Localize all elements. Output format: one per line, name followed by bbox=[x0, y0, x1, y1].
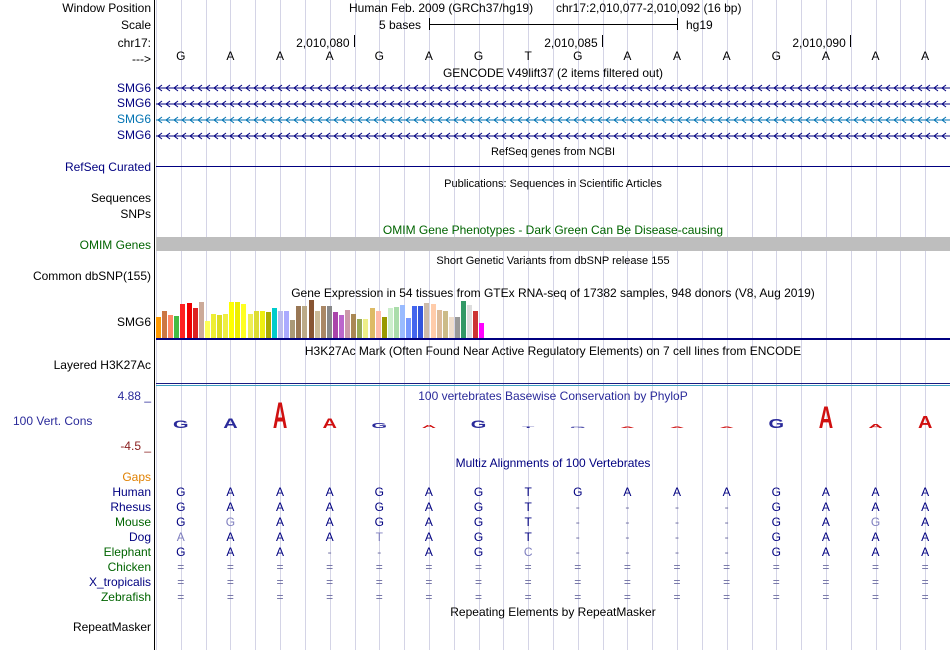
base-letter: A bbox=[276, 49, 285, 63]
alignment-base: - bbox=[575, 500, 580, 514]
species-label[interactable]: Chicken bbox=[107, 560, 151, 574]
phylop-letter: G bbox=[173, 418, 189, 431]
alignment-base: G bbox=[473, 545, 484, 559]
gtex-tissue-bar[interactable] bbox=[290, 320, 295, 338]
label-refseq-curated[interactable]: RefSeq Curated bbox=[64, 160, 151, 174]
alignment-base: A bbox=[821, 545, 830, 559]
refseq-track-title[interactable]: RefSeq genes from NCBI bbox=[490, 146, 616, 158]
alignment-base: = bbox=[673, 560, 681, 574]
ruler-tick-mark bbox=[850, 35, 851, 47]
alignment-base: = bbox=[921, 575, 929, 589]
gtex-tissue-bar[interactable] bbox=[302, 306, 307, 338]
gtex-tissue-bar[interactable] bbox=[400, 305, 405, 338]
alignment-base: - bbox=[625, 515, 630, 529]
gtex-tissue-bar[interactable] bbox=[333, 312, 338, 338]
alignment-base: G bbox=[473, 485, 484, 499]
h3k27ac-line-2 bbox=[156, 385, 950, 386]
gtex-tissue-bar[interactable] bbox=[248, 314, 253, 338]
ruler-tick-label: 2,010,090 bbox=[792, 36, 846, 50]
alignment-base: T bbox=[524, 530, 532, 544]
base-letter: A bbox=[424, 49, 433, 63]
base-letter: G bbox=[573, 49, 583, 63]
species-label[interactable]: Zebrafish bbox=[100, 590, 151, 604]
gtex-tissue-bar[interactable] bbox=[327, 306, 332, 338]
alignment-base: A bbox=[921, 485, 930, 499]
gtex-tissue-bar[interactable] bbox=[394, 307, 399, 338]
alignment-base: A bbox=[276, 545, 285, 559]
alignment-base: A bbox=[226, 485, 235, 499]
phylop-letter: G bbox=[470, 418, 487, 431]
phylop-letter: A bbox=[719, 426, 734, 429]
phylop-letter: A bbox=[272, 400, 288, 437]
gtex-tissue-bar[interactable] bbox=[382, 317, 387, 338]
alignment-base: G bbox=[473, 515, 484, 529]
label-gaps[interactable]: Gaps bbox=[122, 470, 151, 484]
label-smg6-3[interactable]: SMG6 bbox=[116, 112, 151, 126]
phylop-track-title[interactable]: 100 vertebrates Basewise Conservation by PhyloP bbox=[418, 389, 688, 403]
alignment-base: - bbox=[377, 545, 382, 559]
alignment-base: A bbox=[821, 515, 830, 529]
scale-bar-line bbox=[429, 24, 677, 25]
alignment-base: G bbox=[473, 500, 484, 514]
base-letter: A bbox=[921, 49, 930, 63]
gtex-tissue-bar[interactable] bbox=[229, 302, 234, 338]
alignment-base: G bbox=[176, 500, 186, 514]
alignment-base: A bbox=[325, 500, 334, 514]
alignment-base: A bbox=[871, 530, 880, 544]
gtex-tissue-bar[interactable] bbox=[418, 306, 423, 338]
label-smg6-1[interactable]: SMG6 bbox=[116, 81, 151, 95]
alignment-base: - bbox=[675, 530, 680, 544]
gtex-tissue-bar[interactable] bbox=[174, 316, 179, 338]
alignment-base: - bbox=[724, 530, 729, 544]
alignment-base: G bbox=[374, 515, 384, 529]
gtex-tissue-bar[interactable] bbox=[254, 311, 259, 338]
species-label[interactable]: Elephant bbox=[103, 545, 151, 559]
alignment-base: G bbox=[225, 515, 236, 529]
label-smg6-2[interactable]: SMG6 bbox=[116, 96, 151, 110]
alignment-base: - bbox=[625, 500, 630, 514]
gtex-baseline bbox=[156, 338, 950, 340]
species-label[interactable]: Dog bbox=[128, 530, 151, 544]
base-letter: A bbox=[821, 49, 830, 63]
alignment-base: A bbox=[226, 500, 235, 514]
gtex-tissue-bar[interactable] bbox=[455, 317, 460, 338]
alignment-base: A bbox=[325, 515, 334, 529]
alignment-base: A bbox=[276, 530, 285, 544]
alignment-base: A bbox=[424, 500, 433, 514]
alignment-base: - bbox=[575, 530, 580, 544]
gtex-tissue-bar[interactable] bbox=[424, 303, 429, 338]
gtex-tissue-bar[interactable] bbox=[449, 317, 454, 338]
scale-db-label: hg19 bbox=[686, 18, 713, 32]
gtex-tissue-bar[interactable] bbox=[187, 303, 192, 338]
gtex-tissue-bar[interactable] bbox=[443, 311, 448, 338]
alignment-base: G bbox=[771, 485, 781, 499]
alignment-base: A bbox=[226, 530, 235, 544]
publications-track-title[interactable]: Publications: Sequences in Scientific Articles bbox=[444, 178, 662, 190]
alignment-base: = bbox=[822, 560, 830, 574]
gtex-tissue-bar[interactable] bbox=[205, 321, 210, 338]
alignment-base: - bbox=[575, 515, 580, 529]
alignment-base: = bbox=[623, 560, 631, 574]
phylop-letter: A bbox=[322, 414, 337, 432]
alignment-base: = bbox=[574, 560, 582, 574]
label-phylop-max: 4.88 _ bbox=[117, 389, 151, 403]
phylop-letter: A bbox=[669, 426, 685, 429]
gtex-tissue-bar[interactable] bbox=[345, 310, 350, 339]
gtex-tissue-bar[interactable] bbox=[266, 312, 271, 338]
alignment-base: = bbox=[276, 560, 284, 574]
alignment-base: A bbox=[325, 530, 334, 544]
alignment-base: = bbox=[872, 575, 880, 589]
alignment-base: A bbox=[821, 485, 830, 499]
alignment-base: A bbox=[921, 515, 930, 529]
scale-bar-text: 5 bases bbox=[379, 18, 422, 32]
alignment-base: = bbox=[822, 575, 830, 589]
gtex-tissue-bar[interactable] bbox=[473, 311, 478, 338]
alignment-base: = bbox=[425, 590, 433, 604]
gtex-tissue-bar[interactable] bbox=[339, 315, 344, 338]
base-letter: A bbox=[871, 49, 880, 63]
alignment-base: A bbox=[424, 485, 433, 499]
alignment-base: = bbox=[574, 575, 582, 589]
gtex-tissue-bar[interactable] bbox=[156, 317, 161, 338]
phylop-letter: A bbox=[868, 423, 883, 430]
alignment-base: = bbox=[326, 560, 334, 574]
gtex-tissue-bar[interactable] bbox=[284, 311, 289, 338]
scale-bar-right-tick bbox=[677, 18, 678, 30]
alignment-base: A bbox=[722, 485, 731, 499]
gtex-tissue-bar[interactable] bbox=[278, 311, 283, 338]
gtex-tissue-bar[interactable] bbox=[217, 315, 222, 338]
alignment-base: - bbox=[675, 545, 680, 559]
base-letter: A bbox=[722, 49, 731, 63]
alignment-base: = bbox=[673, 590, 681, 604]
phylop-letter: A bbox=[818, 400, 834, 436]
alignment-base: = bbox=[425, 560, 433, 574]
gtex-tissue-bar[interactable] bbox=[211, 314, 216, 338]
alignment-base: G bbox=[573, 485, 583, 499]
alignment-base: G bbox=[374, 500, 384, 514]
alignment-base: T bbox=[524, 515, 532, 529]
alignment-base: A bbox=[325, 485, 334, 499]
gtex-tissue-bar[interactable] bbox=[180, 304, 185, 338]
alignment-base: - bbox=[575, 545, 580, 559]
gtex-tissue-bar[interactable] bbox=[168, 315, 173, 338]
gtex-tissue-bar[interactable] bbox=[461, 301, 466, 338]
alignment-base: G bbox=[176, 515, 186, 529]
gtex-tissue-bar[interactable] bbox=[388, 308, 393, 338]
alignment-base: G bbox=[771, 545, 781, 559]
alignment-base: = bbox=[921, 560, 929, 574]
gtex-tissue-bar[interactable] bbox=[467, 305, 472, 338]
alignment-base: = bbox=[177, 590, 185, 604]
gtex-tissue-bar[interactable] bbox=[412, 306, 417, 338]
phylop-letter: A bbox=[223, 414, 238, 432]
label-omim-genes[interactable]: OMIM Genes bbox=[79, 238, 151, 252]
base-letter: G bbox=[374, 49, 384, 63]
track-labels bbox=[0, 0, 155, 650]
label-100-vert-cons[interactable]: 100 Vert. Cons bbox=[13, 414, 93, 428]
alignment-base: - bbox=[724, 500, 729, 514]
base-letter: A bbox=[623, 49, 632, 63]
alignment-base: = bbox=[375, 560, 383, 574]
alignment-base: A bbox=[424, 530, 433, 544]
base-letter: G bbox=[771, 49, 781, 63]
alignment-base: = bbox=[872, 560, 880, 574]
alignment-base: G bbox=[374, 485, 384, 499]
gtex-tissue-bar[interactable] bbox=[296, 306, 301, 338]
alignment-base: - bbox=[675, 500, 680, 514]
label-layered-h3k27ac[interactable]: Layered H3K27Ac bbox=[53, 358, 151, 372]
alignment-base: A bbox=[871, 545, 880, 559]
alignment-base: A bbox=[821, 530, 830, 544]
gtex-track-title[interactable]: Gene Expression in 54 tissues from GTEx RNA-seq of 17382 samples, 948 donors (V8, Aug 2019) bbox=[291, 286, 815, 300]
alignment-base: = bbox=[623, 575, 631, 589]
alignment-base: A bbox=[623, 485, 632, 499]
gtex-tissue-bar[interactable] bbox=[370, 308, 375, 338]
label-chrom[interactable]: chr17: bbox=[117, 36, 151, 50]
alignment-base: - bbox=[724, 515, 729, 529]
alignment-base: A bbox=[226, 545, 235, 559]
gtex-tissue-bar[interactable] bbox=[357, 319, 362, 338]
alignment-base: = bbox=[524, 575, 532, 589]
label-arrow: ---> bbox=[132, 52, 151, 66]
phylop-letter: G bbox=[768, 416, 785, 432]
omim-gene-bar[interactable] bbox=[156, 237, 950, 251]
label-smg6-4[interactable]: SMG6 bbox=[116, 128, 151, 142]
gtex-tissue-bar[interactable] bbox=[260, 311, 265, 338]
species-label[interactable]: Human bbox=[112, 485, 151, 499]
alignment-base: A bbox=[276, 515, 285, 529]
alignment-base: G bbox=[771, 500, 781, 514]
gtex-tissue-bar[interactable] bbox=[223, 314, 228, 338]
gtex-tissue-bar[interactable] bbox=[431, 304, 436, 338]
alignment-base: = bbox=[723, 590, 731, 604]
alignment-base: G bbox=[771, 530, 781, 544]
alignment-base: - bbox=[625, 530, 630, 544]
alignment-base: - bbox=[724, 545, 729, 559]
label-scale[interactable]: Scale bbox=[120, 18, 151, 32]
alignment-base: A bbox=[921, 530, 930, 544]
label-snps[interactable]: SNPs bbox=[120, 207, 151, 221]
alignment-base: = bbox=[177, 560, 185, 574]
alignment-base: G bbox=[771, 515, 781, 529]
alignment-base: G bbox=[176, 545, 186, 559]
alignment-base: A bbox=[673, 485, 682, 499]
alignment-base: = bbox=[375, 575, 383, 589]
gtex-tissue-bar[interactable] bbox=[272, 308, 277, 338]
repeatmasker-track-title[interactable]: Repeating Elements by RepeatMasker bbox=[450, 605, 656, 619]
alignment-base: = bbox=[475, 590, 483, 604]
dbsnp-track-title[interactable]: Short Genetic Variants from dbSNP release 155 bbox=[436, 255, 670, 267]
alignment-base: T bbox=[524, 485, 532, 499]
alignment-base: A bbox=[871, 485, 880, 499]
phylop-base-logo[interactable] bbox=[156, 400, 950, 440]
alignment-base: = bbox=[375, 590, 383, 604]
alignment-base: = bbox=[574, 590, 582, 604]
gtex-tissue-bar[interactable] bbox=[235, 302, 240, 338]
gtex-tissue-bar[interactable] bbox=[437, 310, 442, 339]
alignment-base: = bbox=[772, 575, 780, 589]
alignment-base: G bbox=[473, 530, 484, 544]
alignment-base: = bbox=[723, 575, 731, 589]
phylop-letter: A bbox=[620, 426, 635, 429]
alignment-base: = bbox=[226, 560, 234, 574]
alignment-base: = bbox=[822, 590, 830, 604]
alignment-base: A bbox=[921, 545, 930, 559]
base-letter: G bbox=[176, 49, 186, 63]
gtex-tissue-bar[interactable] bbox=[199, 302, 204, 338]
gtex-tissue-bar[interactable] bbox=[315, 311, 320, 338]
alignment-base: = bbox=[475, 575, 483, 589]
alignment-base: = bbox=[524, 560, 532, 574]
label-sequences[interactable]: Sequences bbox=[90, 191, 151, 205]
alignment-base: A bbox=[821, 500, 830, 514]
omim-track-title[interactable]: OMIM Gene Phenotypes - Dark Green Can Be Disease-causing bbox=[382, 223, 724, 237]
alignment-base: = bbox=[326, 590, 334, 604]
gtex-tissue-bar[interactable] bbox=[479, 323, 484, 338]
gtex-tissue-bar[interactable] bbox=[406, 318, 411, 338]
ruler-tick-mark bbox=[602, 35, 603, 47]
phylop-letter: G bbox=[570, 426, 586, 429]
position-label: chr17:2,010,077-2,010,092 (16 bp) bbox=[556, 1, 742, 15]
base-letter: A bbox=[673, 49, 682, 63]
alignment-base: = bbox=[276, 590, 284, 604]
gtex-expression-bars[interactable] bbox=[156, 300, 950, 338]
gtex-tissue-bar[interactable] bbox=[351, 314, 356, 338]
alignment-base: = bbox=[921, 590, 929, 604]
alignment-base: = bbox=[226, 575, 234, 589]
ruler-tick-label: 2,010,085 bbox=[544, 36, 598, 50]
gtex-tissue-bar[interactable] bbox=[321, 306, 326, 338]
alignment-base: A bbox=[871, 500, 880, 514]
alignment-base: T bbox=[524, 500, 532, 514]
alignment-base: = bbox=[425, 575, 433, 589]
base-letter: T bbox=[524, 49, 532, 63]
h3k27ac-line-1 bbox=[156, 383, 950, 384]
h3k27ac-track-title[interactable]: H3K27Ac Mark (Often Found Near Active Regulatory Elements) on 7 cell lines from ENCODE bbox=[304, 344, 802, 358]
gencode-gene-models[interactable] bbox=[156, 80, 950, 144]
species-label[interactable]: X_tropicalis bbox=[88, 575, 151, 589]
alignment-base: = bbox=[673, 575, 681, 589]
alignment-base: = bbox=[226, 590, 234, 604]
refseq-gene-line[interactable] bbox=[156, 166, 950, 167]
alignment-base: G bbox=[870, 515, 881, 529]
label-gtex-smg6[interactable]: SMG6 bbox=[116, 315, 151, 329]
phylop-letter: G bbox=[371, 421, 388, 430]
gtex-tissue-bar[interactable] bbox=[309, 300, 314, 338]
multiz-track-title[interactable]: Multiz Alignments of 100 Vertebrates bbox=[455, 456, 651, 470]
base-letter: G bbox=[473, 49, 484, 63]
alignment-base: A bbox=[424, 545, 433, 559]
gtex-tissue-bar[interactable] bbox=[241, 304, 246, 338]
alignment-base: A bbox=[424, 515, 433, 529]
alignment-base: = bbox=[772, 560, 780, 574]
gtex-tissue-bar[interactable] bbox=[376, 311, 381, 338]
label-common-dbsnp[interactable]: Common dbSNP(155) bbox=[32, 269, 151, 283]
alignment-base: T bbox=[375, 530, 383, 544]
track-image[interactable] bbox=[156, 0, 950, 650]
ruler-tick-mark bbox=[354, 35, 355, 47]
alignment-base: A bbox=[921, 500, 930, 514]
alignment-base: = bbox=[326, 575, 334, 589]
alignment-base: - bbox=[675, 515, 680, 529]
gencode-track-title[interactable]: GENCODE V49lift37 (2 items filtered out) bbox=[442, 66, 664, 80]
alignment-base: A bbox=[276, 500, 285, 514]
label-repeatmasker[interactable]: RepeatMasker bbox=[72, 620, 151, 634]
gtex-tissue-bar[interactable] bbox=[363, 319, 368, 338]
gtex-tissue-bar[interactable] bbox=[193, 308, 198, 338]
alignment-base: G bbox=[176, 485, 186, 499]
alignment-base: - bbox=[327, 545, 332, 559]
label-phylop-min: -4.5 _ bbox=[120, 439, 151, 453]
alignment-base: = bbox=[177, 575, 185, 589]
ruler-tick-label: 2,010,080 bbox=[296, 36, 350, 50]
alignment-base: A bbox=[176, 530, 185, 544]
base-letter: A bbox=[325, 49, 334, 63]
phylop-letter: A bbox=[917, 412, 933, 432]
phylop-letter: T bbox=[522, 426, 535, 429]
alignment-base: = bbox=[524, 590, 532, 604]
alignment-base: C bbox=[523, 545, 533, 559]
alignment-base: - bbox=[625, 545, 630, 559]
alignment-base: = bbox=[723, 560, 731, 574]
species-label[interactable]: Rhesus bbox=[110, 500, 151, 514]
alignment-base: = bbox=[276, 575, 284, 589]
gtex-tissue-bar[interactable] bbox=[162, 311, 167, 338]
alignment-base: A bbox=[276, 485, 285, 499]
alignment-base: = bbox=[772, 590, 780, 604]
species-label[interactable]: Mouse bbox=[114, 515, 151, 529]
alignment-base: = bbox=[872, 590, 880, 604]
base-letter: A bbox=[226, 49, 235, 63]
assembly-label: Human Feb. 2009 (GRCh37/hg19) bbox=[349, 1, 534, 15]
label-window-position[interactable]: Window Position bbox=[62, 1, 151, 15]
phylop-letter: A bbox=[421, 424, 437, 430]
alignment-base: = bbox=[475, 560, 483, 574]
alignment-base: = bbox=[623, 590, 631, 604]
